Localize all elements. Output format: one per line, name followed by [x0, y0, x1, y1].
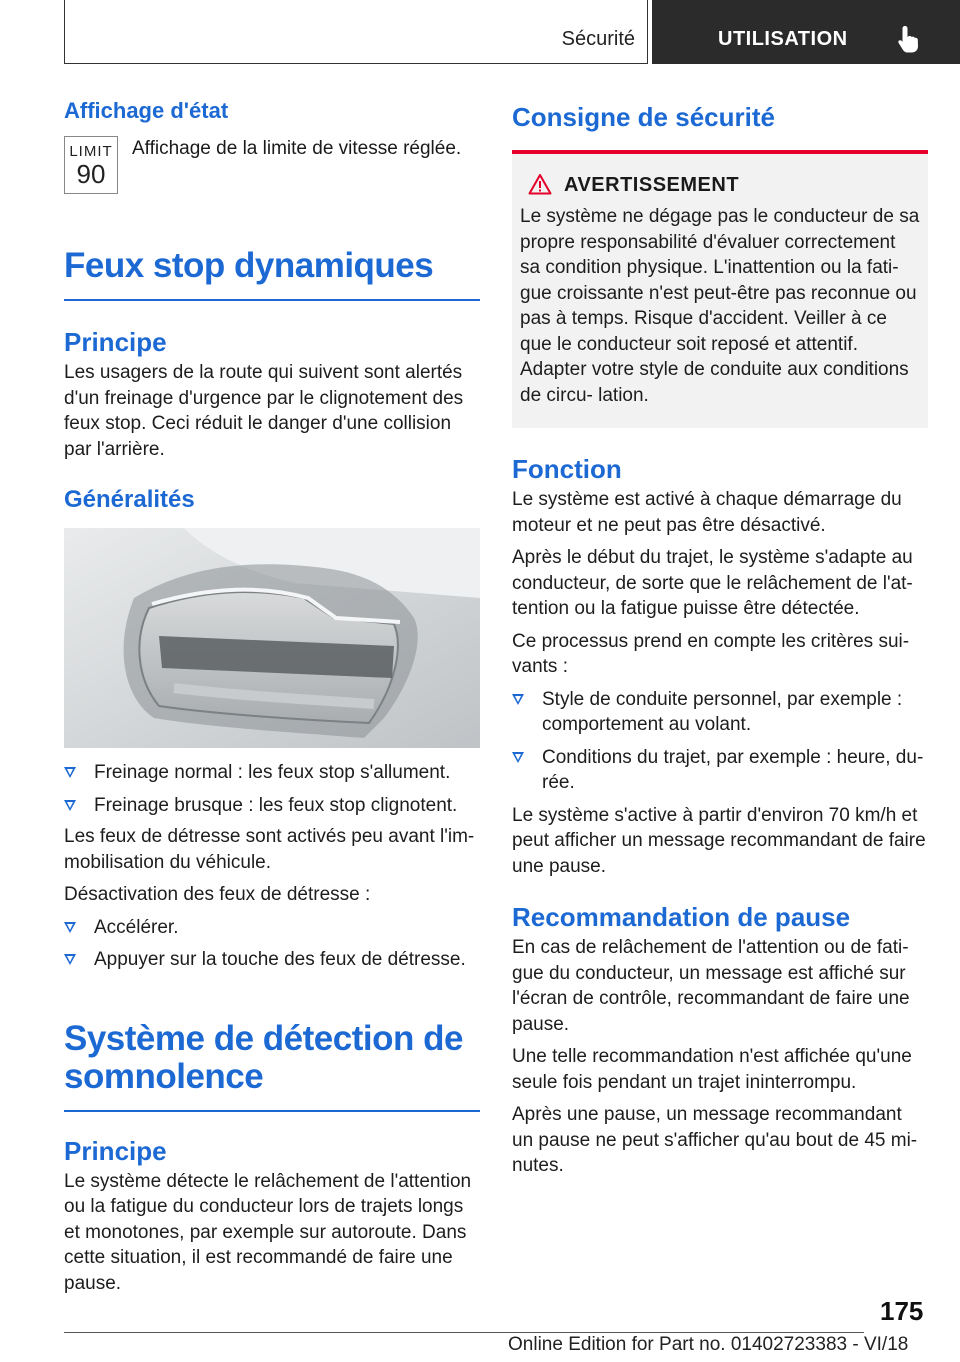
function-heading: Fonction: [512, 454, 622, 484]
limit-icon-label: LIMIT: [69, 143, 113, 160]
title-divider: [64, 299, 480, 301]
deactivation-text: Désactivation des feux de détresse :: [64, 884, 371, 905]
right-column: [512, 98, 928, 1179]
bullet-triangle-icon: [64, 800, 76, 811]
brake-bullet-item: Freinage brusque : les feux stop clignotent.: [64, 793, 480, 819]
hazard-text: Les feux de détresse sont activés peu avant l'im‐ mobilisation du véhicule.: [64, 826, 475, 873]
brake-lights-title: Feux stop dynamiques: [64, 246, 434, 285]
deactivation-bullet-item: Accélérer.: [64, 915, 480, 941]
header-chapter-box: [652, 0, 960, 64]
function-paragraph: Ce processus prend en compte les critères sui‐ vants :: [512, 630, 910, 677]
pause-paragraph: Après une pause, un message recommandant un pause ne peut s'afficher qu'au bout de 45 mi‐ nutes.: [512, 1104, 918, 1176]
principle-heading: Principe: [64, 327, 167, 357]
function-paragraph: Le système s'active à partir d'environ 70 km/h et peut afficher un message recommandant de faire une pause.: [512, 804, 926, 877]
tail-light-illustration: [64, 528, 480, 748]
pause-heading: Recommandation de pause: [512, 902, 851, 932]
drowsiness-title: Système de détection de somnolence: [64, 1018, 463, 1096]
deactivation-bullet-item: Appuyer sur la touche des feux de détresse.: [64, 947, 480, 973]
header-section-box: [64, 0, 648, 64]
general-heading: Généralités: [64, 486, 195, 513]
status-heading: Affichage d'état: [64, 98, 229, 123]
pointing-hand-icon: [896, 24, 922, 54]
warning-text: Le système ne dégage pas le conducteur de sa propre responsabilité d'évaluer correctement sa condition physique. L'inattention ou la fati‐ gue croissante n'est peut-être pas reconnue ou pas à temps. Risque d'accident. Veiller à ce que le conducteur soit reposé et attentif. Adapter votre style de conduite aux conditions de circu‐ lation.: [520, 206, 920, 406]
left-column: [64, 98, 480, 1296]
footer-divider: [64, 1332, 864, 1333]
principle-text: Les usagers de la route qui suivent sont alertés d'un freinage d'urgence par le clignotement des feux stop. Ceci réduit le danger d'une collision par l'arrière.: [64, 362, 464, 460]
status-description: Affichage de la limite de vitesse réglée.: [132, 138, 462, 159]
safety-heading: Consigne de sécurité: [512, 102, 775, 132]
warning-box: [512, 150, 928, 428]
status-display-row: [64, 136, 480, 202]
tail-light-photo: [64, 528, 480, 748]
function-paragraph: Après le début du trajet, le système s'adapte au conducteur, de sorte que le relâchement de l'at‐ tention ou la fatigue puisse être détectée.: [512, 547, 913, 619]
pause-paragraph: Une telle recommandation n'est affichée qu'une seule fois pendant un trajet ininterrompu.: [512, 1046, 912, 1093]
limit-icon-value: 90: [76, 159, 106, 189]
function-paragraph: Le système est activé à chaque démarrage du moteur et ne peut pas être désactivé.: [512, 489, 902, 536]
footer-edition: Online Edition for Part no. 01402723383 - VI/18: [508, 1334, 909, 1355]
criteria-bullet-item: Conditions du trajet, par exemple : heure, du‐ rée.: [512, 745, 928, 796]
page-number: 175: [880, 1296, 924, 1326]
brake-bullet-item: Freinage normal : les feux stop s'allument.: [64, 760, 480, 786]
criteria-bullet-item: Style de conduite personnel, par exemple : comportement au volant.: [512, 687, 928, 738]
bullet-triangle-icon: [64, 954, 76, 965]
principle2-text: Le système détecte le relâchement de l'attention ou la fatigue du conducteur lors de trajets longs et monotones, par exemple sur autoroute. Dans cette situation, il est recommandé de faire une pause.: [64, 1170, 472, 1294]
bullet-triangle-icon: [64, 767, 76, 778]
bullet-triangle-icon: [64, 922, 76, 933]
pause-paragraph: En cas de relâchement de l'attention ou de fati‐ gue du conducteur, un message est affiché sur l'écran de contrôle, recommandant de faire une pause.: [512, 937, 910, 1035]
title-divider: [64, 1110, 480, 1112]
header-section-label: Sécurité: [561, 28, 635, 50]
warning-triangle-icon: [528, 173, 552, 195]
warning-title: AVERTISSEMENT: [520, 172, 920, 198]
speed-limit-icon: [64, 136, 118, 194]
principle2-heading: Principe: [64, 1135, 167, 1166]
bullet-triangle-icon: [512, 694, 524, 705]
header-chapter-label: UTILISATION: [718, 28, 848, 50]
bullet-triangle-icon: [512, 752, 524, 763]
